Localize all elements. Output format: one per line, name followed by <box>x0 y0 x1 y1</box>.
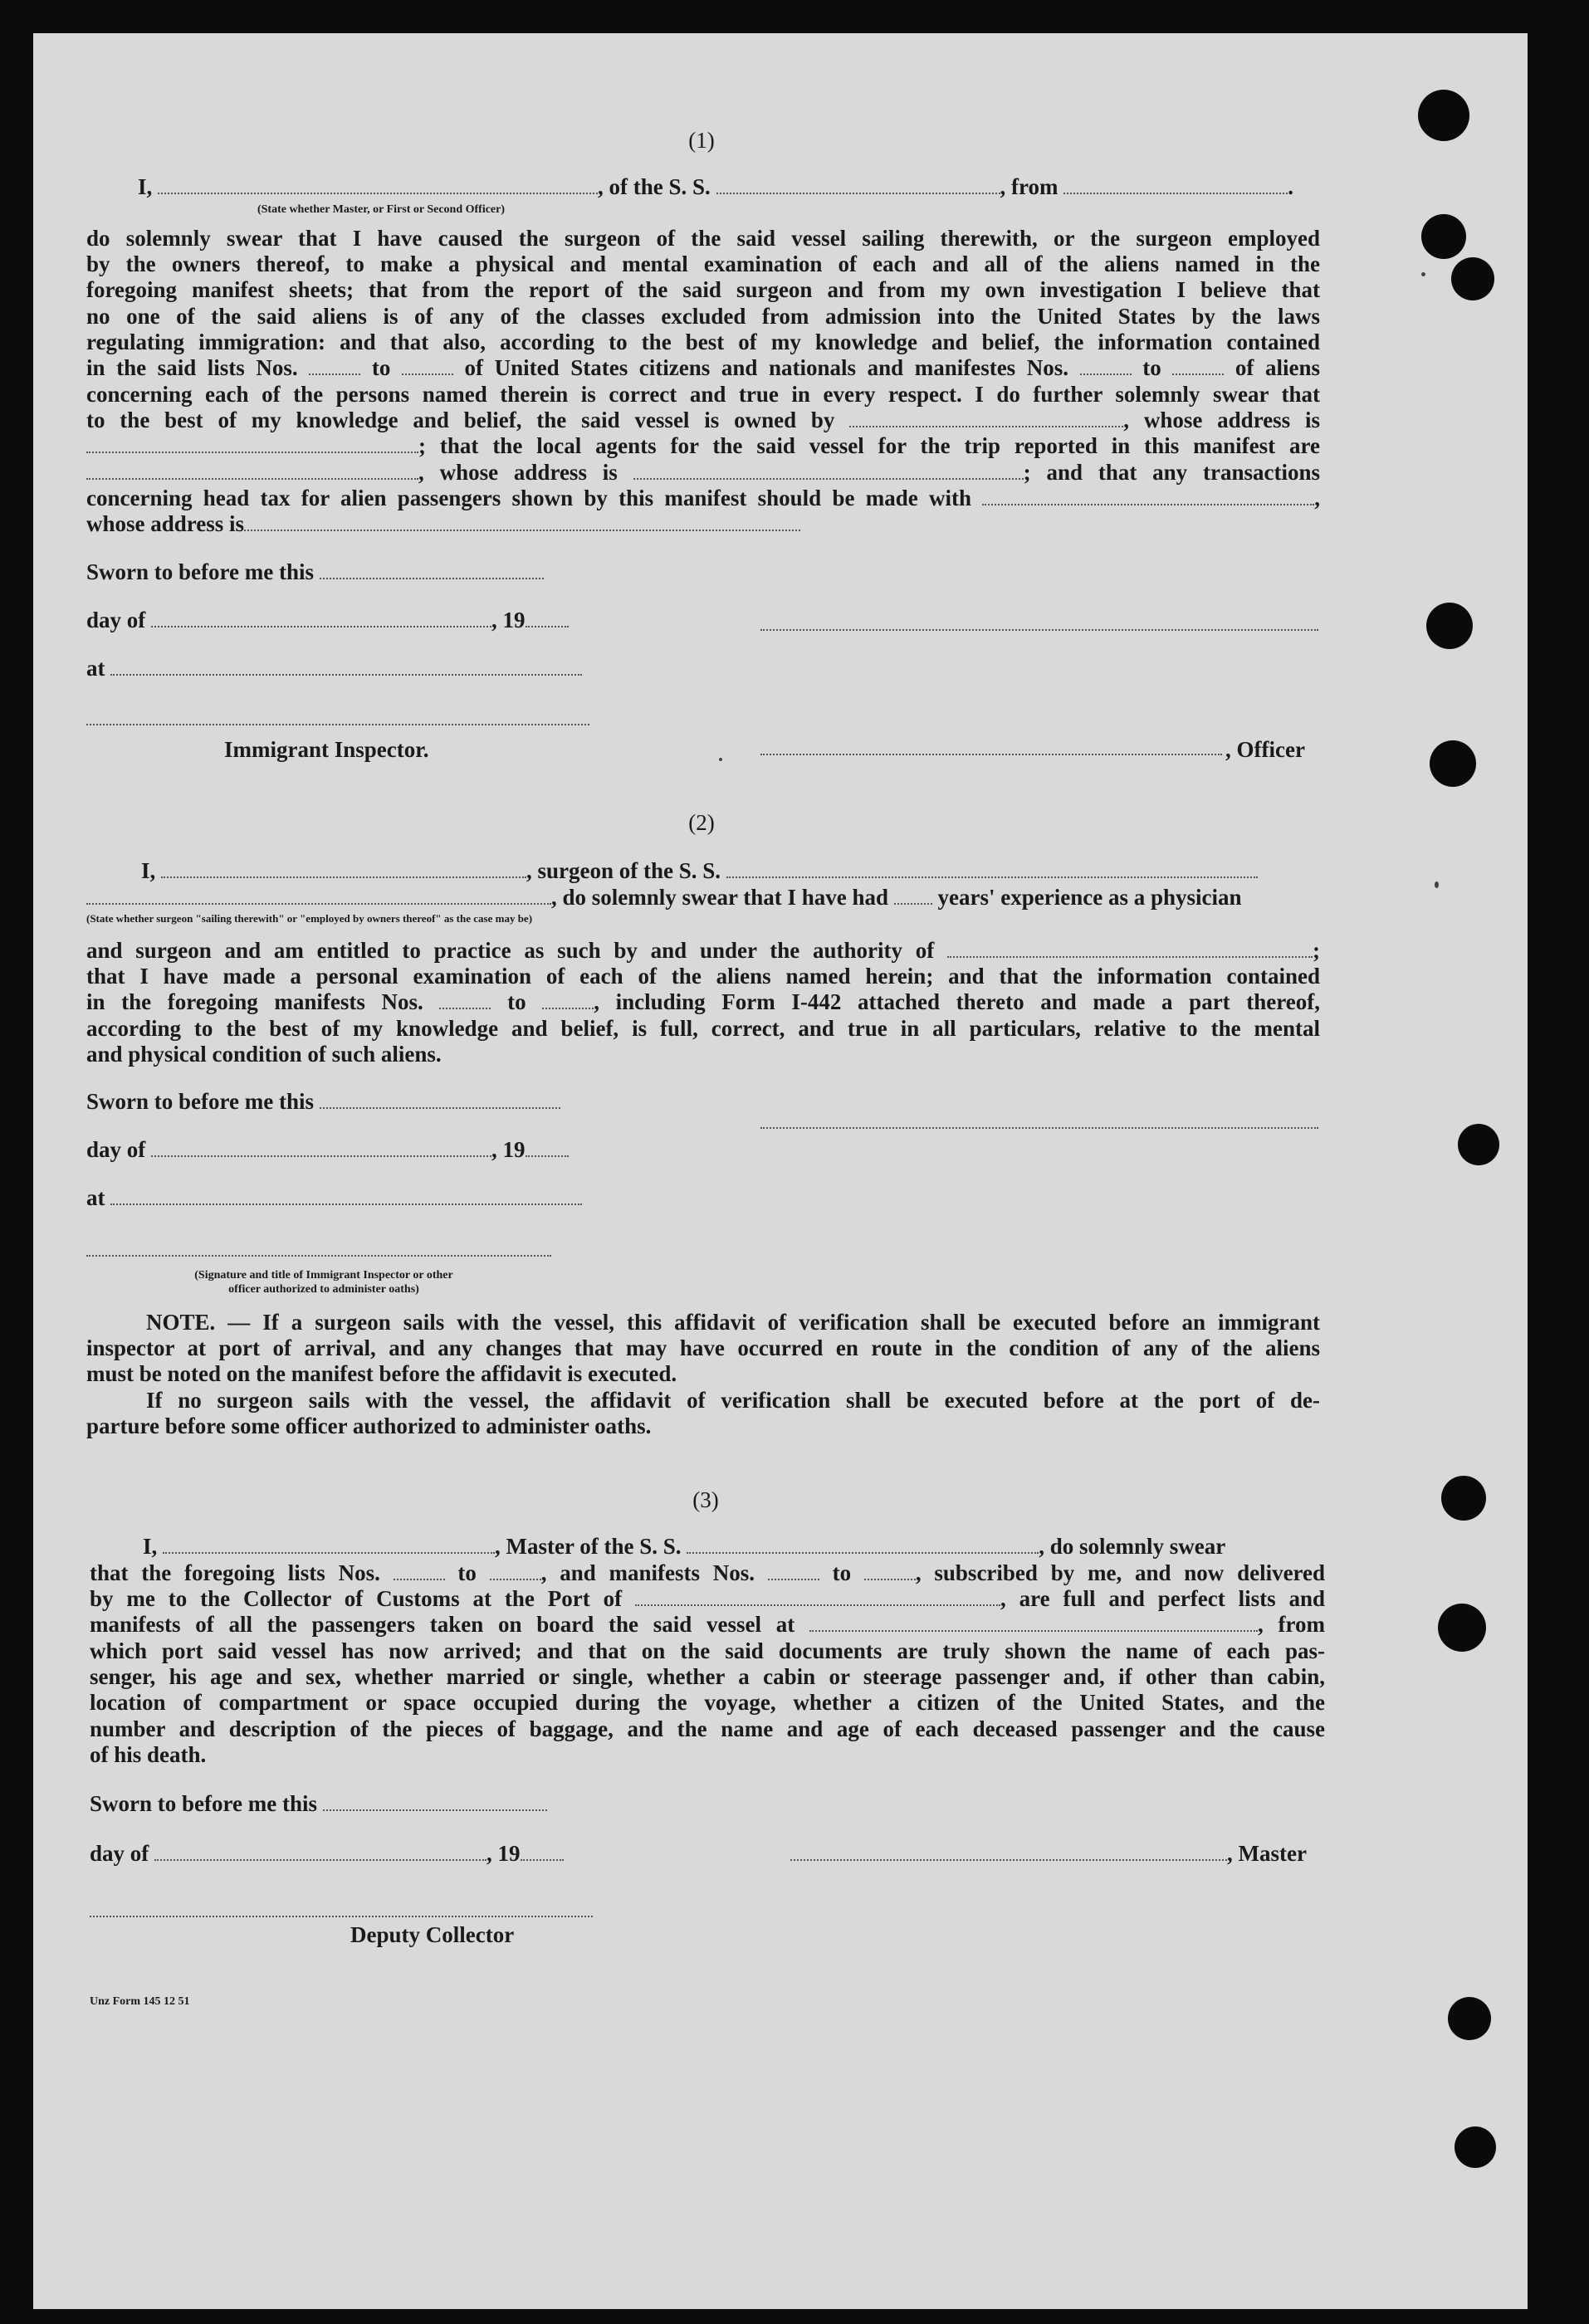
surgeon-signature-line <box>760 1109 1318 1135</box>
sec3-para <box>90 1560 1325 1586</box>
inspector-signature-line <box>86 706 589 731</box>
text: ; <box>1313 938 1320 963</box>
text: , whose address is <box>1123 408 1321 432</box>
sec3-line1 <box>143 1534 1225 1560</box>
immigrant-inspector-label: Immigrant Inspector. <box>224 737 429 762</box>
text: of aliens <box>1235 355 1320 380</box>
sec2-para: and physical condition of such aliens. <box>86 1042 442 1067</box>
text: at <box>86 1185 105 1210</box>
text: , of the S. S. <box>598 174 711 199</box>
text: day of <box>86 1137 146 1162</box>
speck <box>1435 881 1439 888</box>
text: day of <box>90 1841 149 1866</box>
text: Sworn to before me this <box>86 559 314 584</box>
punch-hole <box>1451 257 1494 300</box>
surgeon-name-field[interactable] <box>161 858 526 878</box>
sec1-para <box>86 408 1320 433</box>
text: in the said lists Nos. <box>86 355 298 380</box>
text: day of <box>86 608 146 632</box>
speck <box>719 758 722 761</box>
text: , 19 <box>491 1137 526 1162</box>
punch-hole <box>1455 2126 1496 2168</box>
agents-field[interactable] <box>86 460 418 480</box>
text: that the foregoing lists Nos. <box>90 1560 380 1585</box>
text: to the best of my knowledge and belief, the said vessel is owned by <box>86 408 835 432</box>
head-tax-contact-field[interactable] <box>982 486 1314 505</box>
text: , including Form I-442 attached thereto and made a part thereof, <box>594 989 1321 1014</box>
text: Sworn to before me this <box>90 1791 317 1816</box>
lists-to-field[interactable] <box>402 355 453 375</box>
sec1-para <box>86 460 1320 486</box>
text: to <box>832 1560 852 1585</box>
text: , whose address is <box>418 460 618 485</box>
master-label: , Master <box>1227 1841 1307 1866</box>
sec2-line2 <box>86 885 1242 911</box>
text: (Signature and title of Immigrant Inspector or other <box>194 1269 453 1282</box>
note-para: parture before some officer authorized to administer oaths. <box>86 1413 652 1438</box>
text: , from <box>1258 1612 1325 1637</box>
text: , 19 <box>491 608 526 632</box>
manifests-from-field[interactable] <box>1080 355 1132 375</box>
officer-field-note: (State whether Master, or First or Second Officer) <box>257 203 506 216</box>
text: I, <box>143 1534 158 1559</box>
text: . <box>1288 174 1294 199</box>
deputy-collector-label: Deputy Collector <box>350 1922 515 1947</box>
speck <box>1421 272 1425 276</box>
sec1-para: by the owners thereof, to make a physical and mental examination of each and all of the aliens named in the <box>86 251 1320 276</box>
head-tax-address-field[interactable] <box>244 511 800 531</box>
manifests-to-field[interactable] <box>1172 355 1224 375</box>
text: , are full and perfect lists and <box>1000 1586 1325 1611</box>
place-field[interactable] <box>110 656 582 676</box>
officer-signature-field[interactable] <box>760 611 1318 631</box>
text: by me to the Collector of Customs at the Port of <box>90 1586 623 1611</box>
punch-hole <box>1426 603 1473 649</box>
text: I, <box>138 174 153 199</box>
sec1-para: no one of the said aliens is of any of the classes excluded from admission into the United States by the laws <box>86 304 1320 329</box>
master-name-field[interactable] <box>163 1534 495 1554</box>
text: to <box>507 989 526 1014</box>
place-field[interactable] <box>110 1185 582 1205</box>
text: at <box>86 656 105 681</box>
text: years' experience as a physician <box>937 885 1242 910</box>
sec1-sworn <box>86 559 544 585</box>
text: I, <box>141 858 156 883</box>
sworn-date-field[interactable] <box>320 559 544 579</box>
form-number: Unz Form 145 12 51 <box>90 1995 190 2008</box>
agents-address-field[interactable] <box>633 460 1024 480</box>
owner-address-field[interactable] <box>86 433 418 453</box>
text: to <box>457 1560 477 1585</box>
sec1-para <box>86 433 1320 459</box>
sec1-para <box>86 486 1320 511</box>
section-1-number: (1) <box>688 128 715 153</box>
signature-note <box>125 1268 523 1296</box>
administer-signature-line <box>86 1237 551 1262</box>
surgeon-signature-field[interactable] <box>760 1109 1318 1129</box>
boarding-port-field[interactable] <box>809 1612 1258 1632</box>
sec2-sworn <box>86 1089 560 1115</box>
deputy-signature-field[interactable] <box>90 1897 593 1917</box>
text: , surgeon of the S. S. <box>526 858 721 883</box>
sec3-dayof <box>90 1841 564 1867</box>
sec2-at <box>86 1185 582 1211</box>
deputy-signature-line <box>90 1897 593 1923</box>
sworn-date-field[interactable] <box>323 1791 547 1811</box>
text: , do solemnly swear <box>1039 1534 1226 1559</box>
inspector-signature-field[interactable] <box>86 706 589 725</box>
sec1-para: concerning each of the persons named therein is correct and true in every respect. I do further solemnly swear that <box>86 382 1320 407</box>
text: , and manifests Nos. <box>540 1560 755 1585</box>
years-experience-field[interactable] <box>894 885 932 905</box>
sec1-dayof <box>86 608 569 633</box>
sec3-para: of his death. <box>90 1742 207 1767</box>
text: officer authorized to administer oaths) <box>228 1283 419 1296</box>
sec1-line1 <box>138 174 1293 200</box>
text: manifests of all the passengers taken on board the said vessel at <box>90 1612 795 1637</box>
officer-name-field[interactable] <box>158 174 598 194</box>
month-field[interactable] <box>151 1137 491 1157</box>
punch-hole <box>1438 1604 1486 1652</box>
text: to <box>1142 355 1161 380</box>
text: , from <box>1000 174 1059 199</box>
section-2-number: (2) <box>688 810 715 835</box>
manifests-from-field[interactable] <box>439 989 491 1009</box>
sec1-para: regulating immigration: and that also, according to the best of my knowledge and belief, the information contained <box>86 330 1320 354</box>
manifests-to-field[interactable] <box>864 1560 916 1580</box>
year-field[interactable] <box>521 1841 564 1861</box>
text: concerning head tax for alien passengers shown by this manifest should be made with <box>86 486 971 510</box>
master-vessel-field[interactable] <box>687 1534 1039 1554</box>
sec3-para <box>90 1612 1325 1638</box>
sec3-para: location of compartment or space occupied during the voyage, whether a citizen of the United States, and the <box>90 1690 1325 1715</box>
sec1-para <box>86 355 1320 381</box>
text: , subscribed by me, and now delivered <box>915 1560 1326 1585</box>
surgeon-status-field[interactable] <box>86 885 551 905</box>
punch-hole <box>1441 1476 1486 1521</box>
sec2-para: that I have made a personal examination of each of the aliens named herein; and that the information contained <box>86 964 1320 989</box>
port-field[interactable] <box>635 1586 1000 1606</box>
text: in the foregoing manifests Nos. <box>86 989 423 1014</box>
sec1-para: foregoing manifest sheets; that from the report of the said surgeon and from my own investigation I believe that <box>86 277 1320 302</box>
master-signature-field[interactable] <box>790 1841 1227 1861</box>
text: Sworn to before me this <box>86 1089 314 1114</box>
text: to <box>371 355 391 380</box>
manifests-from-field[interactable] <box>768 1560 819 1580</box>
sec2-para <box>86 938 1320 964</box>
section-3-number: (3) <box>692 1487 719 1512</box>
lists-from-field[interactable] <box>394 1560 445 1580</box>
sec3-sworn <box>90 1791 547 1817</box>
sec3-para: senger, his age and sex, whether married or single, whether a cabin or steerage passenger and, if other than cabin, <box>90 1664 1325 1689</box>
text: whose address is <box>86 511 245 536</box>
sec2-line1 <box>141 858 1258 884</box>
lists-from-field[interactable] <box>309 355 360 375</box>
administer-signature-field[interactable] <box>86 1237 551 1257</box>
punch-hole <box>1430 740 1476 787</box>
sec3-para: number and description of the pieces of baggage, and the name and age of each deceased passenger and the cause <box>90 1716 1325 1741</box>
owner-field[interactable] <box>849 408 1123 427</box>
note-para: must be noted on the manifest before the affidavit is executed. <box>86 1361 677 1386</box>
text: ; that the local agents for the said vessel for the trip reported in this manifest are <box>418 433 1320 458</box>
text: and surgeon and am entitled to practice as such by and under the authority of <box>86 938 935 963</box>
officer-label: , Officer <box>1225 737 1305 762</box>
text: , Master of the S. S. <box>495 1534 682 1559</box>
lists-to-field[interactable] <box>490 1560 541 1580</box>
officer-title-field[interactable] <box>760 735 1222 755</box>
punch-hole <box>1458 1124 1499 1165</box>
sec2-dayof <box>86 1137 569 1163</box>
punch-hole <box>1421 214 1466 259</box>
sec2-para: according to the best of my knowledge and belief, is full, correct, and true in all particulars, relative to the mental <box>86 1016 1320 1041</box>
text: , do solemnly swear that I have had <box>551 885 889 910</box>
surgeon-status-note: (State whether surgeon "sailing therewith" or "employed by owners thereof" as the case may be) <box>86 912 533 925</box>
note-para: NOTE. — If a surgeon sails with the vessel, this affidavit of verification shall be executed before an immigrant <box>146 1310 1320 1335</box>
sworn-date-field[interactable] <box>320 1089 560 1109</box>
sec1-at <box>86 656 582 681</box>
month-field[interactable] <box>151 608 491 627</box>
vessel-name-field[interactable] <box>716 174 1000 194</box>
manifests-to-field[interactable] <box>542 989 594 1009</box>
sec3-para: which port said vessel has now arrived; and that on the said documents are truly shown the name of each pas- <box>90 1638 1325 1663</box>
text: , <box>1314 486 1320 510</box>
punch-hole <box>1418 90 1469 141</box>
authority-field[interactable] <box>947 938 1313 958</box>
surgeon-vessel-field[interactable] <box>726 858 1258 878</box>
officer-title-line <box>760 735 1222 761</box>
master-signature-line <box>790 1841 1227 1867</box>
sec3-para <box>90 1586 1325 1612</box>
note-para: inspector at port of arrival, and any changes that may have occurred en route in the condition of any of the aliens <box>86 1335 1320 1360</box>
text: of United States citizens and nationals and manifestes Nos. <box>464 355 1069 380</box>
note-para: If no surgeon sails with the vessel, the affidavit of verification shall be executed before at the port of de- <box>146 1388 1320 1413</box>
text: , 19 <box>486 1841 521 1866</box>
month-field[interactable] <box>154 1841 486 1861</box>
punch-hole <box>1448 1997 1491 2040</box>
sec2-para <box>86 989 1320 1015</box>
sec1-para <box>86 511 800 537</box>
year-field[interactable] <box>526 1137 569 1157</box>
from-port-field[interactable] <box>1063 174 1288 194</box>
text: ; and that any transactions <box>1023 460 1321 485</box>
sec1-para: do solemnly swear that I have caused the surgeon of the said vessel sailing therewith, or the surgeon employed <box>86 226 1320 251</box>
officer-signature-line <box>760 611 1318 637</box>
year-field[interactable] <box>526 608 569 627</box>
